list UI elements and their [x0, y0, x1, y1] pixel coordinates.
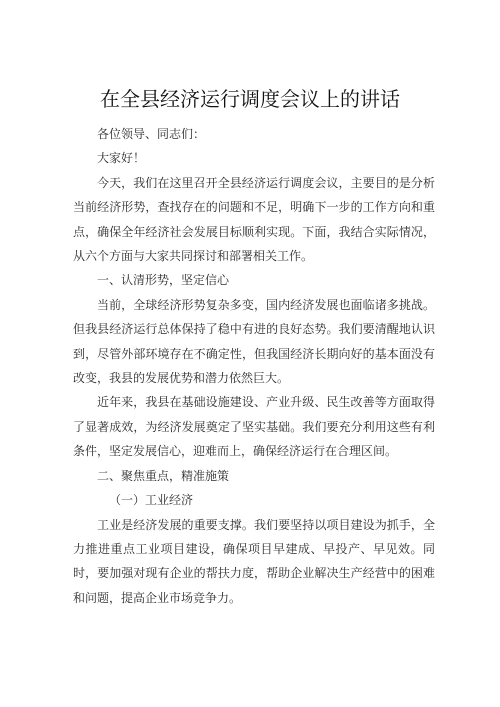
salutation: 各位领导、同志们： — [97, 127, 206, 141]
document-title: 在全县经济运行调度会议上的讲话 — [100, 87, 400, 111]
document-body — [73, 122, 435, 610]
subsection-heading-industry: （一）工业经济 — [109, 493, 194, 508]
section-heading-2: 二、聚焦重点，精准施策 — [97, 468, 230, 483]
paragraph-situation: 当前，全球经济形势复杂多变，国内经济发展也面临诸多挑战。但我县经济运行总体保持了稳中有进的良好态势。我们要清醒地认识到，尽管外部环境存在不确定性，但我国经济长期向好的基本面没有改变，我县的发展优势和潜力依然巨大。 — [73, 297, 435, 386]
paragraph-industry: 工业是经济发展的重要支撑。我们要坚持以项目建设为抓手，全力推进重点工业项目建设，确保项目早建成、早投产、早见效。同时，要加强对现有企业的帮扶力度，帮助企业解决生产经营中的困难和问题，提高企业市场竞争力。 — [73, 517, 435, 605]
greeting: 大家好！ — [97, 151, 146, 166]
paragraph-achievements: 近年来，我县在基础设施建设、产业升级、民生改善等方面取得了显著成效，为经济发展奠定了坚实基础。我们要充分利用这些有利条件，坚定发展信心，迎难而上，确保经济运行在合理区间。 — [73, 395, 435, 459]
paragraph-intro: 今天，我们在这里召开全县经济运行调度会议，主要目的是分析当前经济形势，查找存在的问题和不足，明确下一步的工作方向和重点，确保全年经济社会发展目标顺利实现。下面，我结合实际情况，从六个方面与大家共同探讨和部署相关工作。 — [73, 175, 435, 264]
section-heading-1: 一、认清形势，坚定信心 — [97, 273, 230, 288]
